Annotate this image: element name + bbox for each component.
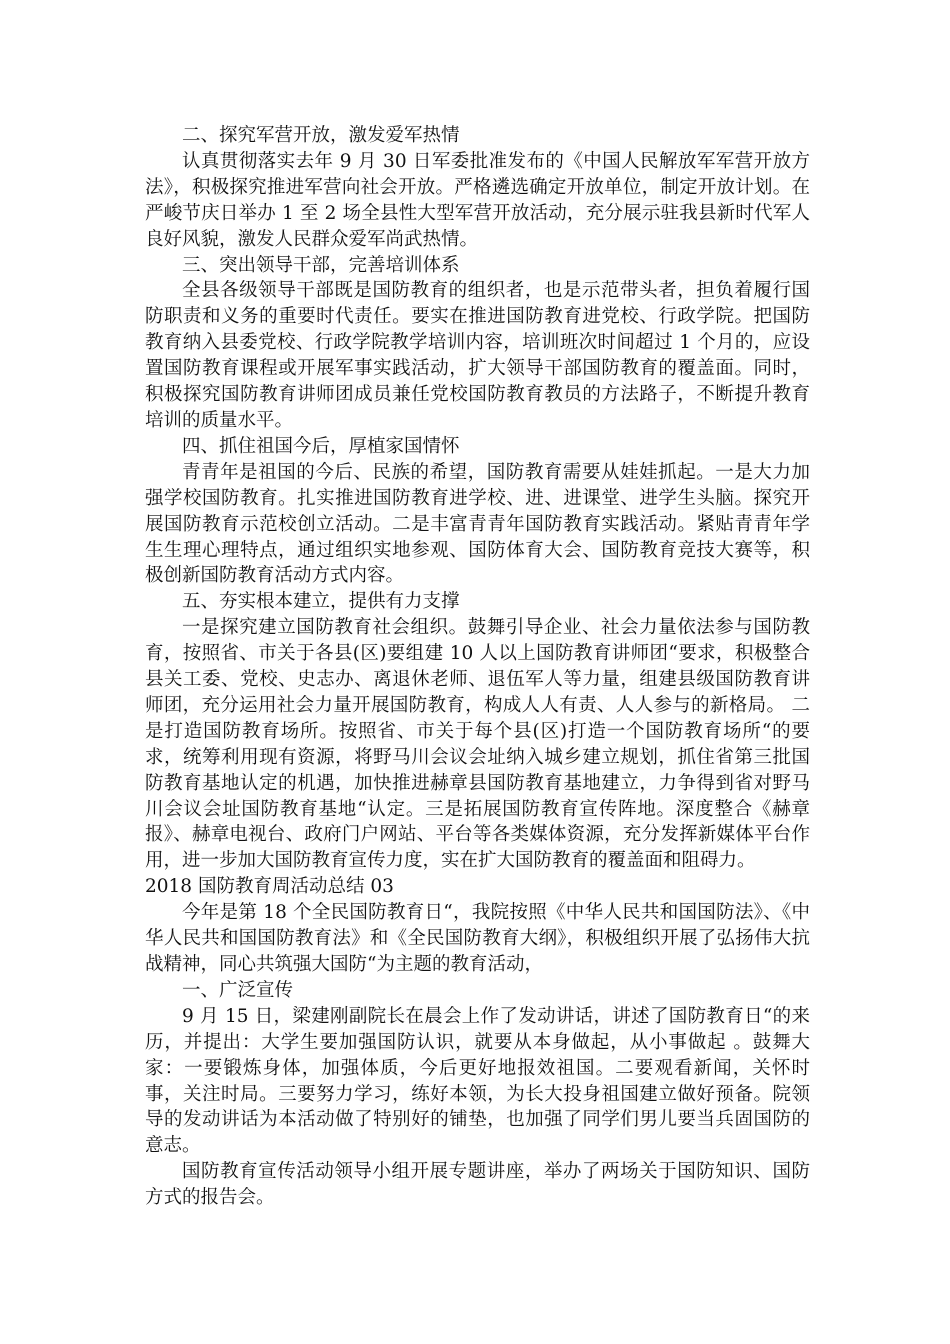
paragraph-leader-training: 全县各级领导干部既是国防教育的组织者，也是示范带头者，担负着履行国防职责和义务的重要时代责任。要实在推进国防教育进党校、行政学院。把国防教育纳入县委党校、行政学院教学培训内容，培训班次时间超过 1 个月的，应设置国防教育课程或开展军事实践活动，扩大领导干部国防教育的覆盖面。同时，积极探究国防教育讲师团成员兼任党校国防教育教员的方法路子，不断提升教育培训的质量水平。 [145, 280, 810, 431]
section-heading-4: 四、抓住祖国今后，厚植家国情怀 [182, 435, 460, 457]
paragraph-intro-2018: 今年是第 18 个全民国防教育日“，我院按照《中华人民共和国国防法》、《中华人民共和国国防教育法》和《全民国防教育大纲》，积极组织开展了弘扬伟大抗战精神，同心共筑强大国防“为主题的教育活动， [145, 902, 810, 975]
paragraph-foundation-support: 一是探究建立国防教育社会组织。鼓舞引导企业、社会力量依法参与国防教育，按照省、市关于各县(区)要组建 10 人以上国防教育讲师团“要求，积极整合县关工委、党校、史志办、离退休老师、退伍军人等力量，组建县级国防教育讲师团，充分运用社会力量开展国防教育，构成人人有责、人人参与的新格局。 二是打造国防教育场所。按照省、市关于每个县(区)打造一个国防教育场所“的要求，统筹利用现有资源，将野马川会议会址纳入城乡建立规划，抓住省第三批国防教育基地认定的机遇，加快推进赫章县国防教育基地建立，力争得到省对野马川会议会址国防教育基地“认定。三是拓展国防教育宣传阵地。深度整合《赫章报》、赫章电视台、政府门户网站、平台等各类媒体资源，充分发挥新媒体平台作用，进一步加大国防教育宣传力度，实在扩大国防教育的覆盖面和阻碍力。 [145, 617, 810, 872]
section-heading-1: 一、广泛宣传 [182, 979, 294, 1001]
paragraph-lectures: 国防教育宣传活动领导小组开展专题讲座，举办了两场关于国防知识、国防方式的报告会。 [145, 1161, 810, 1209]
paragraph-military-camp-opening: 认真贯彻落实去年 9 月 30 日军委批准发布的《中国人民解放军军营开放方法》，积极探究推进军营向社会开放。严格遴选确定开放单位，制定开放计划。在严峻节庆日举办 1 至 2 场全县性大型军营开放活动，充分展示驻我县新时代军人良好风貌，激发人民群众爱军尚武热情。 [145, 150, 810, 250]
document-section-title: 2018 国防教育周活动总结 03 [145, 876, 394, 898]
paragraph-youth-education: 青青年是祖国的今后、民族的希望，国防教育需要从娃娃抓起。一是大力加强学校国防教育。扎实推进国防教育进学校、进、进课堂、进学生头脑。探究开展国防教育示范校创立活动。二是丰富青青年国防教育实践活动。紧贴青青年学生生理心理特点，通过组织实地参观、国防体育大会、国防教育竞技大赛等，积极创新国防教育活动方式内容。 [145, 461, 810, 587]
paragraph-mobilization-speech: 9 月 15 日，梁建刚副院长在晨会上作了发动讲话，讲述了国防教育日“的来历，并提出：大学生要加强国防认识，就要从本身做起，从小事做起 。鼓舞大家：一要锻炼身体，加强体质，今后更好地报效祖国。二要观看新闻，关怀时事，关注时局。三要努力学习，练好本领，为长大投身祖国建立做好预备。院领导的发动讲话为本活动做了特别好的铺垫，也加强了同学们男儿要当兵固国防的意志。 [145, 1005, 810, 1157]
document-body [145, 123, 810, 1211]
section-heading-5: 五、夯实根本建立，提供有力支撑 [182, 591, 460, 613]
section-heading-3: 三、突出领导干部，完善培训体系 [182, 254, 460, 276]
section-heading-2: 二、探究军营开放，激发爱军热情 [182, 125, 460, 146]
